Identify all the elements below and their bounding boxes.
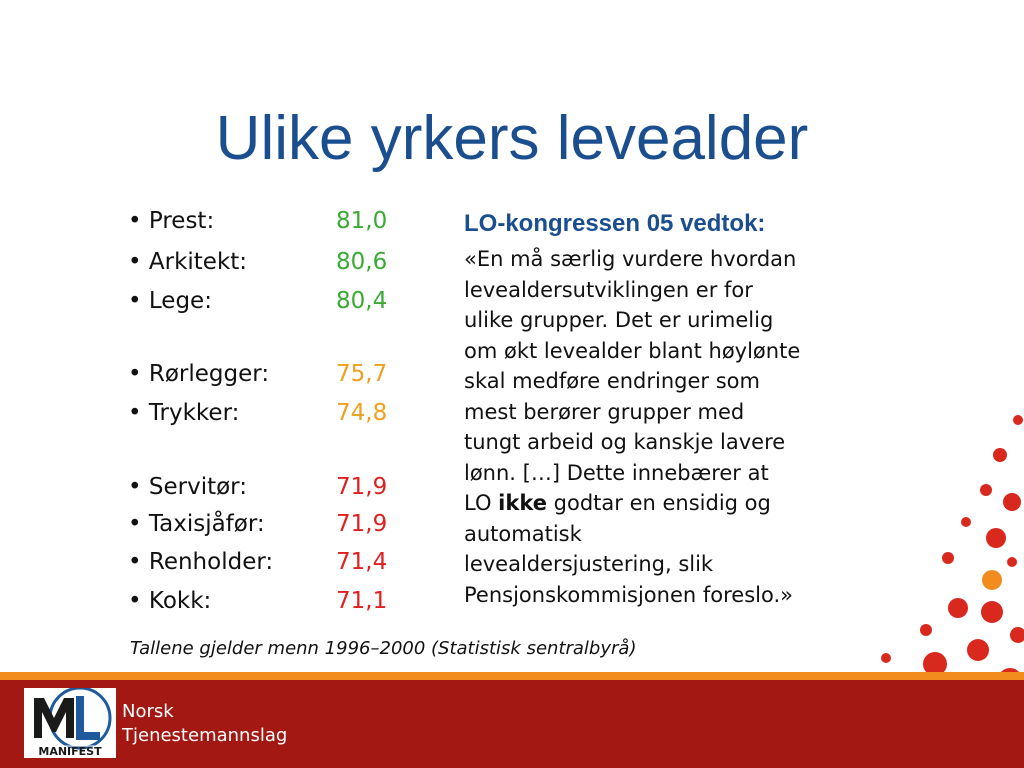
life-expectancy-value: 80,6	[336, 249, 388, 275]
quote-line: ulike grupper. Det er urimelig	[464, 308, 774, 332]
organization-name	[122, 700, 287, 748]
occupation-label: • Servitør:	[128, 474, 247, 500]
quote-line-rest: godtar en ensidig og	[553, 491, 771, 515]
occupation-label: • Rørlegger:	[128, 361, 270, 387]
life-expectancy-value: 75,7	[336, 361, 388, 387]
footer-stripe	[0, 672, 1024, 680]
occupation-label: • Taxisjåfør:	[128, 511, 265, 537]
occupation-label: • Arkitekt:	[128, 249, 248, 275]
occupation-label: • Renholder:	[128, 549, 274, 575]
quote-line: levealdersutviklingen er for	[464, 277, 753, 302]
manifest-logo-icon	[24, 688, 116, 758]
quote-line	[464, 488, 884, 519]
quote-line: skal medføre endringer som	[464, 369, 760, 393]
quote-heading: LO-kongressen 05 vedtok:	[464, 210, 766, 237]
quote-block	[464, 244, 884, 610]
occupation-label: • Lege:	[128, 288, 212, 314]
slide-title: Ulike yrkers levealder	[215, 104, 809, 173]
quote-line: mest berører grupper med	[464, 399, 745, 424]
occupation-label: • Kokk:	[128, 588, 212, 614]
org-line-1: Norsk	[122, 701, 174, 722]
quote-line: lønn. […] Dette innebærer at	[464, 460, 769, 485]
life-expectancy-value: 74,8	[336, 400, 388, 426]
quote-lo: LO	[464, 491, 492, 515]
occupation-label: • Trykker:	[128, 400, 240, 426]
source-note: Tallene gjelder menn 1996–2000 (Statistisk sentralbyrå)	[130, 638, 637, 659]
quote-line: automatisk	[464, 521, 582, 546]
quote-line: Pensjonskommisjonen foreslo.»	[464, 582, 793, 607]
quote-line: om økt levealder blant høylønte	[464, 338, 801, 363]
quote-line: levealdersjustering, slik	[464, 552, 714, 576]
quote-line: tungt arbeid og kanskje lavere	[464, 430, 786, 454]
life-expectancy-value: 81,0	[336, 208, 388, 234]
quote-emphasis: ikke	[498, 491, 547, 515]
occupation-label: • Prest:	[128, 208, 215, 234]
org-line-2: Tjenestemannslag	[122, 725, 288, 746]
life-expectancy-value: 71,9	[336, 511, 388, 537]
life-expectancy-value: 71,4	[336, 549, 388, 575]
quote-line: «En må særlig vurdere hvordan	[464, 247, 797, 271]
svg-text:MANIFEST: MANIFEST	[38, 745, 102, 758]
life-expectancy-value: 80,4	[336, 288, 388, 314]
life-expectancy-value: 71,9	[336, 474, 388, 500]
life-expectancy-value: 71,1	[336, 588, 388, 614]
